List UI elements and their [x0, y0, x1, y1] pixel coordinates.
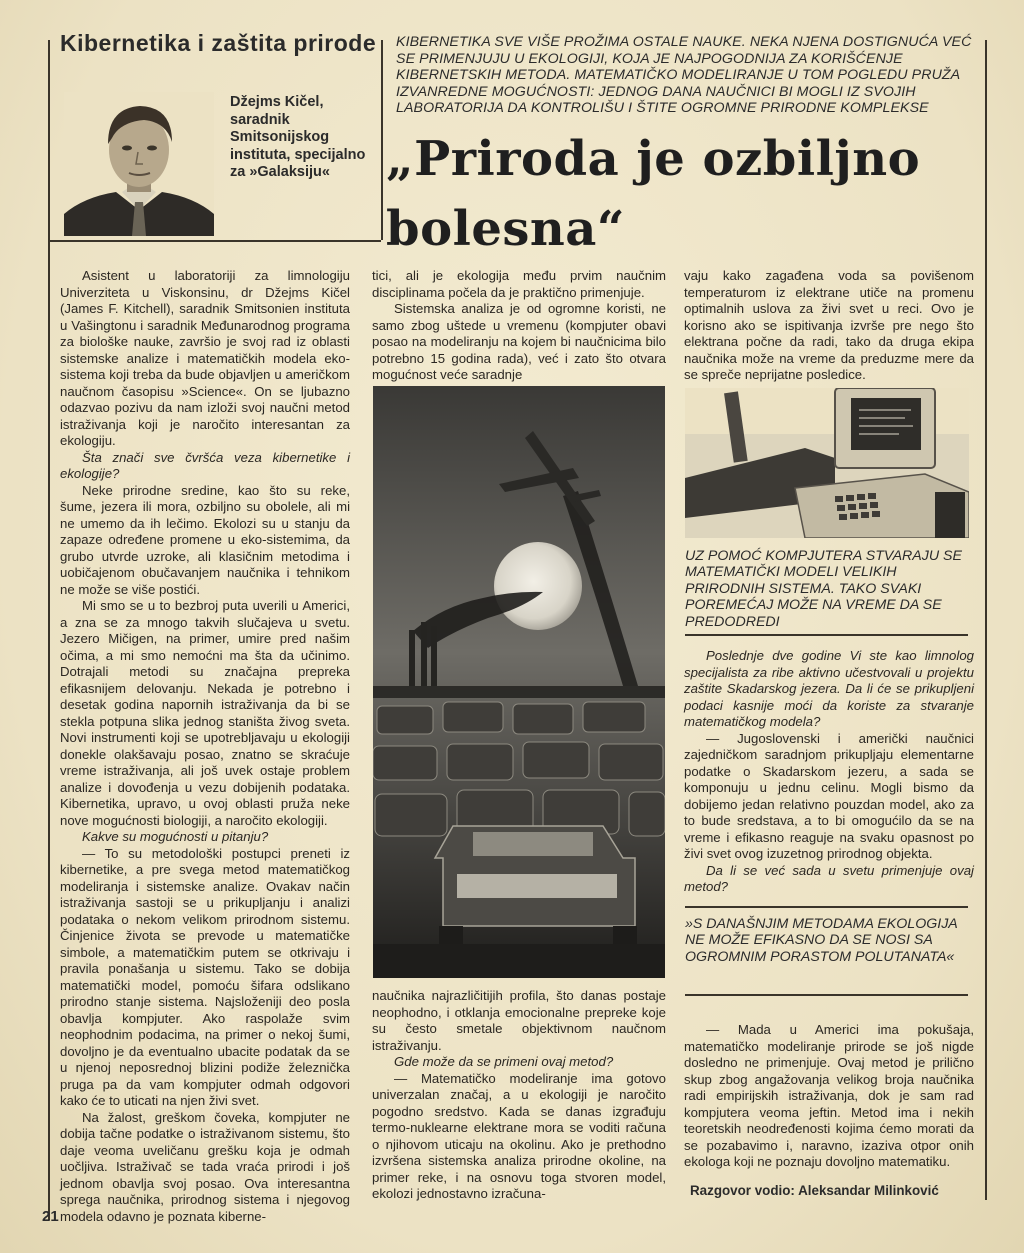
text-column-1 — [60, 268, 350, 1225]
paragraph: — Jugoslovenski i američki naučnici zajedničkom saradnjom prikupljaju elementarne podatke o Skadarskom jezeru, a sada se komponuju u jednu celinu. Mogli bismo da dobijemo jedan relativno pouzdan model, ako za to bude sredstava, a to bi omogućilo da se na vreme i efikasno reaguje na svaku opasnost po živi svet ovog izuzetnog prirodnog objekta. — [684, 730, 974, 861]
paragraph: naučnika najrazličitijih profila, što danas postaje neophodno, i otklanja emocionalne prepreke koje su često smetale objektivnom naučnom istraživanju. — [372, 988, 666, 1053]
left-border-line — [48, 40, 50, 1220]
pull-quote-2: »S DANAŠNJIM METODAMA EKOLOGIJA NE MOŽE EFIKASNO DA SE NOSI SA OGROMNIM PORASTOM POLUTANATA« — [685, 916, 958, 965]
computer-photo — [685, 388, 969, 538]
paragraph: tici, ali je ekologija među prvim naučnim disciplinama počela da je praktično primenjuje. — [372, 268, 666, 300]
pull-quote-2-top-rule — [685, 906, 968, 908]
question: Šta znači sve čvršća veza kibernetike i ekologije? — [60, 449, 350, 481]
pull-quote-1: UZ POMOĆ KOMPJUTERA STVARAJU SE MATEMATIČKI MODELI VELIKIH PRIRODNIH SISTEMA. TAKO SVAKI POREMEĆAJ MOŽE NA VREME DA SE PREDODREDI — [685, 548, 962, 630]
text-column-2-top — [372, 268, 666, 384]
headline-line-2: bolesna“ — [386, 201, 625, 257]
photo-caption: Džejms Kičel, saradnik Smitsonijskog instituta, specijalno za »Galaksiju« — [230, 94, 366, 180]
paragraph: — To su metodološki postupci preneti iz kibernetike, a pre svega metod matematičkog modeliranja i sistemske analize. Ovakav način istraživanja sastoji se u prikupljanju i analizi podataka o nekom velikom prirodnom sistemu. Činjenice života se prevode u matematičke simbole, a matematičkim putem se otkrivaju i pravila ponašanja u sistemu. Tako se dobija matematički model, pomoću šifara odslikano prirodno stanje sistema. Najsloženiji deo posla obavlja kompjuter. Ako raspolaže svim neophodnim podacima, na primer o nekoj šumi, dovoljno je da eventualno ubacite podatak da se u njenoj neposrednoj blizini podiže železnička pruga pa da vam kompjuter odmah odgovori kako će to uticati na njen živi svet. — [60, 845, 350, 1108]
article-deck: KIBERNETIKA SVE VIŠE PROŽIMA OSTALE NAUKE. NEKA NJENA DOSTIGNUĆA VEĆ SE PRIMENJUJU U EKOLOGIJI, KOJA JE NAJPOGODNIJA ZA KORIŠĆENJE KIBERNETSKIH METODA. MATEMATIČKO MODELIRANJE U TOM POGLEDU PRUŽA IZVANREDNE MOGUĆNOSTI: JEDNOG DANA NAUČNICI BI MOGLI IZ SVOJIH LABORATORIJA DA KONTROLIŠU I ŠTITE OGROMNE PRIRODNE KOMPLEKSE — [396, 34, 972, 117]
interview-byline: Razgovor vodio: Aleksandar Milinković — [690, 1183, 939, 1198]
text-column-2-bottom — [372, 988, 666, 1203]
question: Poslednje dve godine Vi ste kao limnolog specijalista za ribe aktivno učestvovali u projektu zaštite Skadarskog jezera. Da li će se prikupljeni podaci kasnije moći da koriste za stvaranje matematičkog modela? — [684, 648, 974, 729]
section-rubric: Kibernetika i zaštita prirode — [60, 30, 377, 56]
pull-quote-2-bottom-rule — [685, 994, 968, 996]
article-headline — [386, 124, 986, 264]
text-column-3-top — [684, 268, 974, 384]
page-number: 21 — [42, 1208, 59, 1225]
question: Gde može da se primeni ovaj metod? — [394, 1054, 614, 1069]
paragraph: — Mada u Americi ima pokušaja, matematičko modeliranje prirode se još nigde dosledno ne primenjuje. Ovaj metod je prilično skup zbog angažovanja velikog broja naučnika radi empirijskih istraživanja, dok je sam rad kompjutera veoma jeftin. Metod ima i nekih teoretskih neodređenosti kojima ćemo morati da se pozabavimo i, naravno, izaziva otpor onih ekologa koji ne poznaju dovoljno matematiku. — [684, 1022, 974, 1169]
pull-quote-1-rule — [685, 634, 968, 636]
text-column-3-bottom — [684, 1022, 974, 1171]
paragraph: Asistent u laboratoriji za limnologiju Univerziteta u Viskonsinu, dr Džejms Kičel (James F. Kitchell), saradnik Smitsonien instituta u Vašingtonu i saradnik Međunarodnog programa za biološke nauke, završio je svoj rad iz oblasti sistemske analize i matematičkih modela eko-sistema koji treba da bude objavljen u američkom naučnom časopisu »Science«. On se ljubazno odazvao pozivu da nam izloži svoj naučni metod istraživanja koji je naročito interesantan za ekologiju. — [60, 268, 350, 448]
paragraph: vaju kako zagađena voda sa povišenom temperaturom iz elektrane utiče na promenu optimalnih uslova za živi svet u reci. Ovo je korisno ako se ispitivanja izvrše pre nego što elektrana počne da radi, tako da druga ekipa naučnika može na vreme da preduzme mere da se spreče neprijatne posledice. — [684, 268, 974, 382]
question: Kakve su mogućnosti u pitanju? — [82, 829, 269, 844]
pollution-illustration — [373, 386, 665, 978]
portrait-photo — [64, 92, 214, 236]
headline-line-1: „Priroda je ozbiljno — [386, 131, 921, 187]
paragraph: Na žalost, greškom čoveka, kompjuter ne dobija tačne podatke o istraživanom sistemu, što daje veoma uveličanu grešku koja je odmah uočljiva. Istraživač se tada vraća prirodi i još jednom obavlja svoj posao. Ova interesantna sprega naučnika, prirodnog sistema i njegovog modela odavno je poznata kiberne- — [60, 1109, 350, 1224]
paragraph: Sistemska analiza je od ogromne koristi, ne samo zbog uštede u vremenu (kompjuter obavi posao na modeliranju na kojem bi naučnicima bilo potrebno 15 godina rada), već i zato što otvara mogućnost veće saradnje — [372, 301, 666, 382]
paragraph: Neke prirodne sredine, kao što su reke, šume, jezera ili mora, ozbiljno su obolele, ali mi ne umemo da ih lečimo. Ekolozi su u stanju da zapaze određene promene u eko-sistemima, da grubo utvrde uzroke, ali klasičnim metodima i uobičajenom obučavanjem naučnika i tehnikom ne može se više postići. — [60, 482, 350, 597]
header-divider-line — [381, 40, 383, 240]
header-bottom-line — [48, 240, 381, 242]
paragraph: Mi smo se u to bezbroj puta uverili u Americi, a zna se za mnogo takvih slučajeva u svetu. Jezero Mičigen, na primer, umire pred našim očima, a mi smo nemoćni ma šta da učinimo. Dotrajali metodi su značajna prepreka efikasnijem delovanju. Nekada je potrebno i desetak godina napornih istraživanja da bi se stekla potpuna slika jednog staništa živog sveta. Novi instrumenti koji se upotrebljavaju u ekologiji donekle olakšavaju posao, znatno se skraćuje vreme istraživanja, ali još uvek ostaje problem analize i dovođenja u vezu dobijenih podataka. Kibernetika, upravo, u ovoj oblasti pruža neke nove mogućnosti biologiji, a naročito ekologiji. — [60, 598, 350, 828]
question: Da li se već sada u svetu primenjuje ovaj metod? — [684, 862, 974, 894]
text-column-3-middle — [684, 648, 974, 896]
paragraph: — Matematičko modeliranje ima gotovo univerzalan značaj, a u ekologiji je naročito pogodno sredstvo. Kada se danas izgrađuju termo-nuklearne elektrane mora se voditi računa o njihovom uticaju na okolinu. Ako je prethodno izvršena sistemska analiza prirodne okoline, na primer reke, i na osnovu toga stvoren model, ekolozi jednostavno izračuna- — [372, 1070, 666, 1201]
